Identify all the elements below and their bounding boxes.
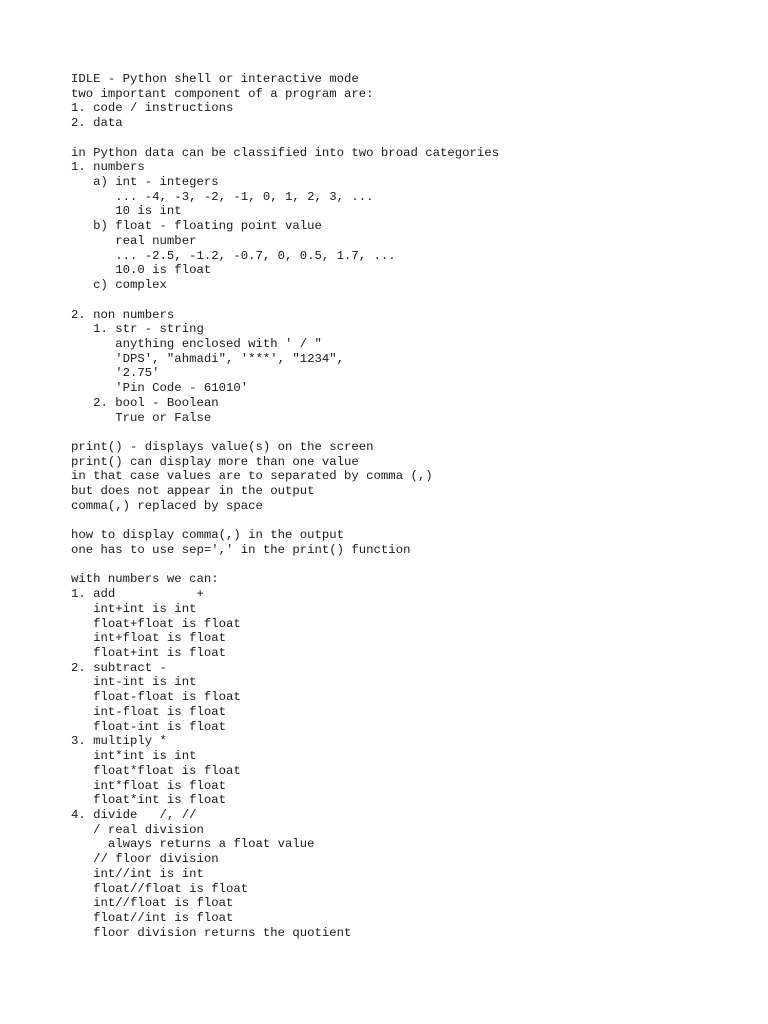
text-line: c) complex	[71, 278, 167, 293]
text-line: int//float is float	[71, 896, 234, 911]
text-line: 2. bool - Boolean	[71, 395, 219, 410]
text-line: True or False	[71, 410, 212, 425]
text-line: float-int is float	[71, 719, 226, 734]
text-line: but does not appear in the output	[71, 484, 315, 499]
text-line: 10 is int	[71, 204, 182, 219]
text-line: float-float is float	[71, 690, 241, 705]
text-line: in Python data can be classified into two broad categories	[71, 145, 500, 160]
text-line: 10.0 is float	[71, 263, 212, 278]
text-line: 'Pin Code - 61010'	[71, 381, 249, 396]
text-line: float//float is float	[71, 881, 249, 896]
text-line: float*float is float	[71, 763, 241, 778]
text-line: 'DPS', "ahmadi", '***', "1234",	[71, 351, 345, 366]
text-line: int+float is float	[71, 631, 226, 646]
text-line: in that case values are to separated by comma (,)	[71, 469, 433, 484]
document-page	[71, 72, 751, 940]
text-line: float+int is float	[71, 646, 226, 661]
text-line: ... -2.5, -1.2, -0.7, 0, 0.5, 1.7, ...	[71, 248, 396, 263]
text-line: 2. subtract -	[71, 660, 167, 675]
text-line: 1. code / instructions	[71, 101, 234, 116]
text-line: print() can display more than one value	[71, 454, 359, 469]
text-line: // floor division	[71, 852, 219, 867]
text-line: / real division	[71, 822, 204, 837]
text-line: always returns a float value	[71, 837, 315, 852]
text-line: float*int is float	[71, 793, 226, 808]
text-line: 3. multiply *	[71, 734, 167, 749]
text-line: how to display comma(,) in the output	[71, 528, 345, 543]
text-line: 1. add +	[71, 587, 204, 602]
text-line: anything enclosed with ' / "	[71, 336, 322, 351]
text-line: 2. data	[71, 116, 123, 131]
text-line: int//int is int	[71, 866, 204, 881]
text-line: 4. divide /, //	[71, 807, 197, 822]
blank-line	[71, 131, 751, 146]
text-line: int*int is int	[71, 749, 197, 764]
text-line: '2.75'	[71, 366, 160, 381]
blank-line	[71, 514, 751, 529]
text-line: a) int - integers	[71, 175, 219, 190]
text-line: one has to use sep=',' in the print() function	[71, 543, 411, 557]
text-line: with numbers we can:	[71, 572, 219, 587]
text-line: real number	[71, 233, 197, 248]
text-line: int-float is float	[71, 704, 226, 719]
text-line: int+int is int	[71, 601, 197, 616]
text-line: float+float is float	[71, 616, 241, 631]
text-line: two important component of a program are:	[71, 86, 374, 101]
blank-line	[71, 558, 751, 573]
text-line: float//int is float	[71, 910, 234, 925]
text-line: int-int is int	[71, 675, 197, 690]
text-line: 1. numbers	[71, 160, 145, 175]
blank-line	[71, 425, 751, 440]
text-line: IDLE - Python shell or interactive mode	[71, 72, 359, 86]
text-line: b) float - floating point value	[71, 219, 322, 234]
text-line: ... -4, -3, -2, -1, 0, 1, 2, 3, ...	[71, 189, 374, 204]
text-line: int*float is float	[71, 778, 226, 793]
text-line: print() - displays value(s) on the screen	[71, 439, 374, 454]
text-line: comma(,) replaced by space	[71, 498, 263, 513]
text-line: 1. str - string	[71, 322, 204, 337]
text-line: floor division returns the quotient	[71, 925, 352, 940]
blank-line	[71, 293, 751, 308]
text-line: 2. non numbers	[71, 307, 175, 322]
